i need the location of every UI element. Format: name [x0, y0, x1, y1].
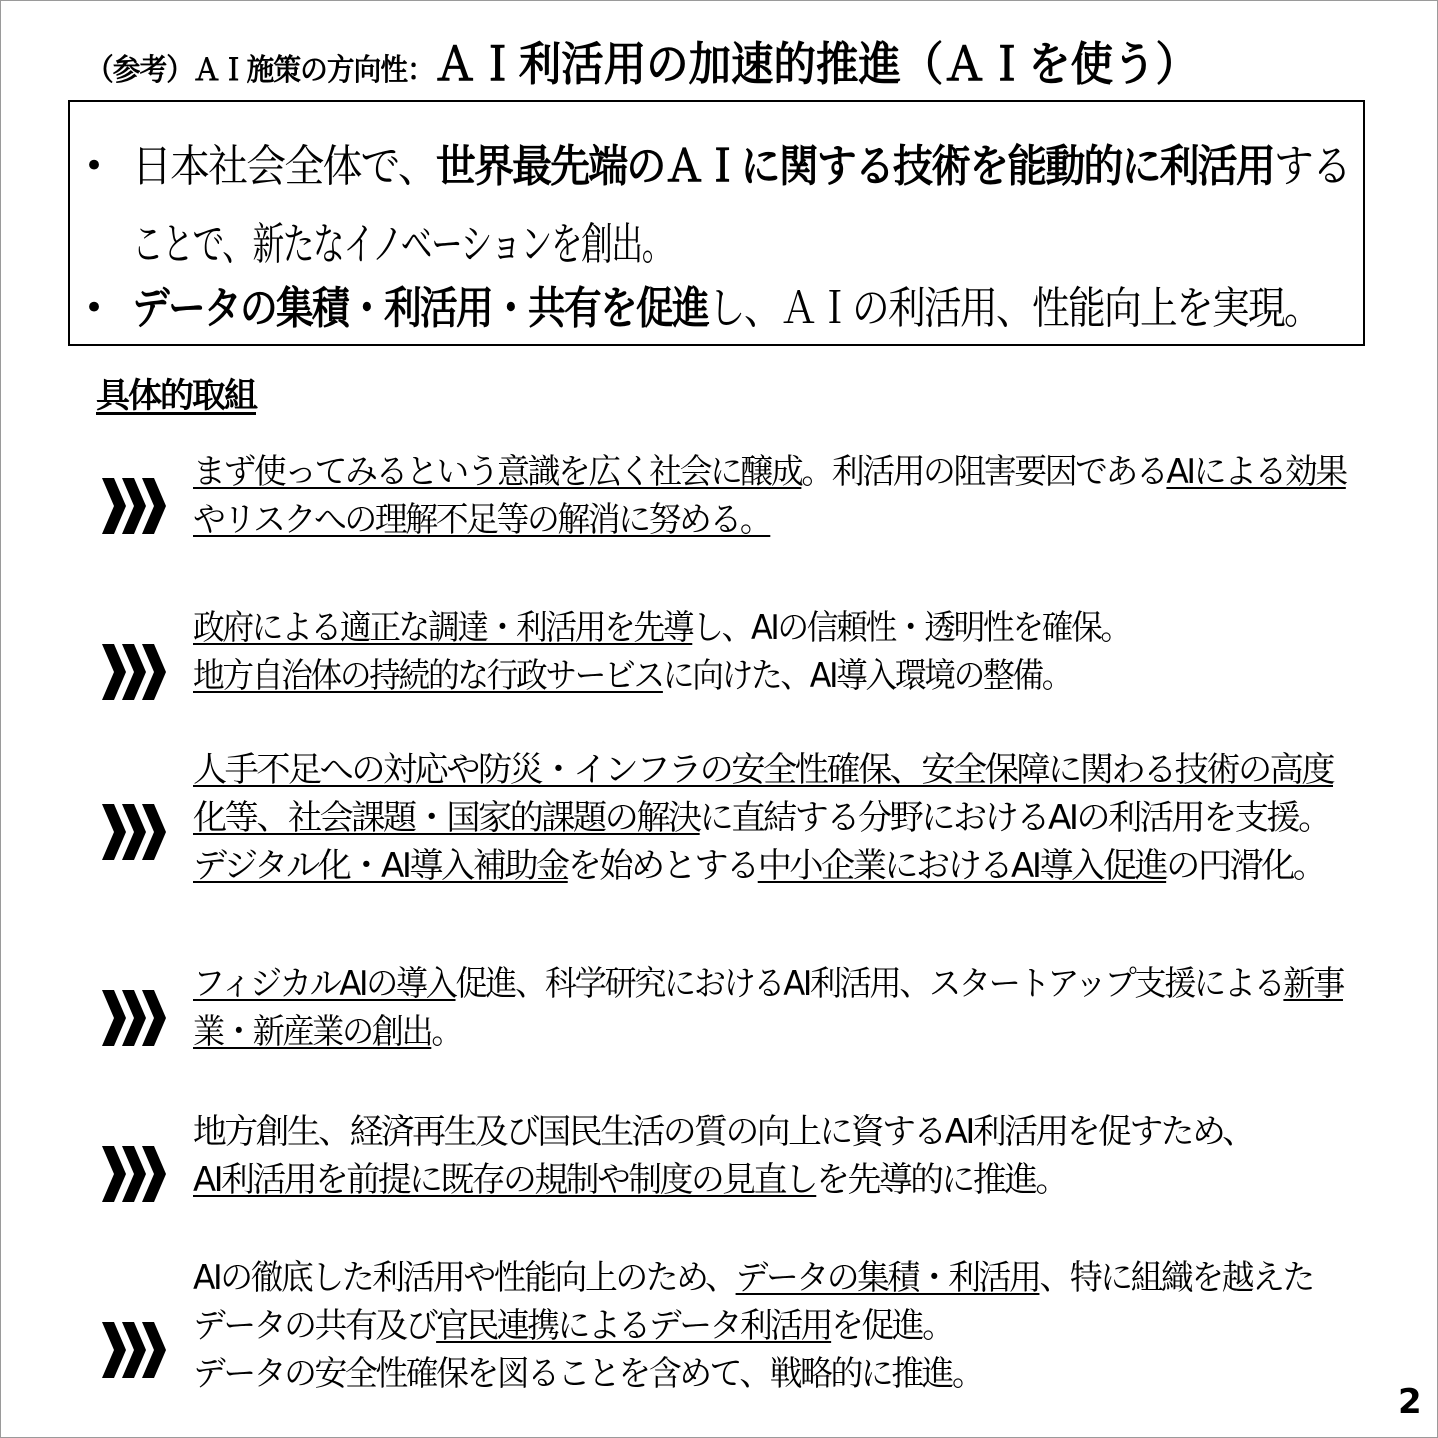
plain-text: に直結する分野におけるAIの利活用を支援。 [699, 798, 1330, 838]
initiative-line [193, 1302, 1313, 1350]
initiative-line [193, 652, 1130, 700]
initiative-line [193, 604, 1130, 652]
initiative-line [193, 1156, 1253, 1204]
underlined-text: やリスクへの理解不足等の解消に努める。 [193, 500, 771, 540]
plain-text: の円滑化。 [1166, 846, 1325, 886]
initiative-item [193, 1254, 1313, 1398]
underlined-text: AI利活用を前提に既存の規制や制度の見直し [193, 1160, 817, 1200]
underlined-text: まず使ってみるという意識を広く社会に醸成 [193, 452, 802, 492]
initiative-item [193, 604, 1130, 700]
initiative-line [193, 794, 1333, 842]
summary-box [68, 100, 1365, 346]
underlined-text: データの集積・利活用 [735, 1258, 1040, 1298]
summary-bullet-1: • [84, 146, 105, 186]
plain-text: に向けた、AI導入環境の整備。 [662, 656, 1072, 696]
initiative-line [193, 1008, 1343, 1056]
triple-chevron-icon [102, 1142, 166, 1206]
initiative-item [193, 448, 1346, 544]
initiative-line [193, 1254, 1313, 1302]
underlined-text: 中小企業におけるAI導入促進 [757, 846, 1167, 886]
triple-chevron-icon [102, 474, 166, 538]
title-prefix: （参考）ＡＩ施策の方向性： [86, 53, 434, 88]
plain-text: 地方創生、経済再生及び国民生活の質の向上に資するAI利活用を促すため、 [193, 1112, 1254, 1152]
section-heading: 具体的取組 [96, 376, 256, 416]
initiative-line [193, 746, 1333, 794]
plain-text: 促進、科学研究におけるAI利活用、スタートアップ支援による [455, 964, 1284, 1004]
underlined-text: フィジカルAIの導入 [193, 964, 456, 1004]
plain-text: 、特に組織を越えた [1039, 1258, 1313, 1298]
plain-text: を先導的に推進。 [816, 1160, 1067, 1200]
underlined-text: 人手不足への対応や防災・インフラの安全性確保、安全保障に関わる技術の高度 [193, 750, 1333, 790]
triple-chevron-icon [102, 800, 166, 864]
initiative-line [193, 448, 1346, 496]
initiative-line [193, 960, 1343, 1008]
plain-text: 。 [431, 1012, 462, 1052]
plain-text: を促進。 [831, 1306, 953, 1346]
underlined-text: 官民連携によるデータ利活用 [436, 1306, 832, 1346]
initiative-line [193, 1350, 1313, 1398]
initiative-line [193, 496, 1346, 544]
underlined-text: 化等、社会課題・国家的課題の解決 [193, 798, 700, 838]
triple-chevron-icon [102, 1318, 166, 1382]
initiative-item [193, 746, 1333, 890]
title-main: ＡＩ利活用の加速的推進（ＡＩを使う） [433, 37, 1198, 91]
page-title [86, 28, 1198, 102]
underlined-text: AIによる効果 [1166, 452, 1346, 492]
underlined-text: 政府による適正な調達・利活用を先導 [193, 608, 693, 648]
summary-bullet-2: • [84, 288, 105, 328]
initiative-item [193, 1108, 1253, 1204]
plain-text: データの安全性確保を図ることを含めて、戦略的に推進。 [193, 1354, 983, 1394]
plain-text: し、AIの信頼性・透明性を確保。 [692, 608, 1130, 648]
triple-chevron-icon [102, 986, 166, 1050]
page-number: 2 [1398, 1382, 1422, 1422]
triple-chevron-icon [102, 640, 166, 704]
initiative-line [193, 1108, 1253, 1156]
underlined-text: デジタル化・AI導入補助金 [193, 846, 568, 886]
initiative-item [193, 960, 1343, 1056]
plain-text: を始めとする [567, 846, 758, 886]
summary-line-3: データの集積・利活用・共有を促進し、ＡＩの利活用、性能向上を実現。 [132, 283, 1320, 334]
plain-text: データの共有及び [193, 1306, 437, 1346]
underlined-text: 新事 [1283, 964, 1343, 1004]
underlined-text: 業・新産業の創出 [193, 1012, 432, 1052]
plain-text: 。利活用の阻害要因である [801, 452, 1167, 492]
plain-text: AIの徹底した利活用や性能向上のため、 [193, 1258, 736, 1298]
summary-line-1: 日本社会全体で、世界最先端のＡＩに関する技術を能動的に利活用する [132, 141, 1351, 192]
underlined-text: 地方自治体の持続的な行政サービス [193, 656, 663, 696]
summary-line-2: ことで、新たなイノベーションを創出。 [132, 219, 672, 270]
initiative-line [193, 842, 1333, 890]
